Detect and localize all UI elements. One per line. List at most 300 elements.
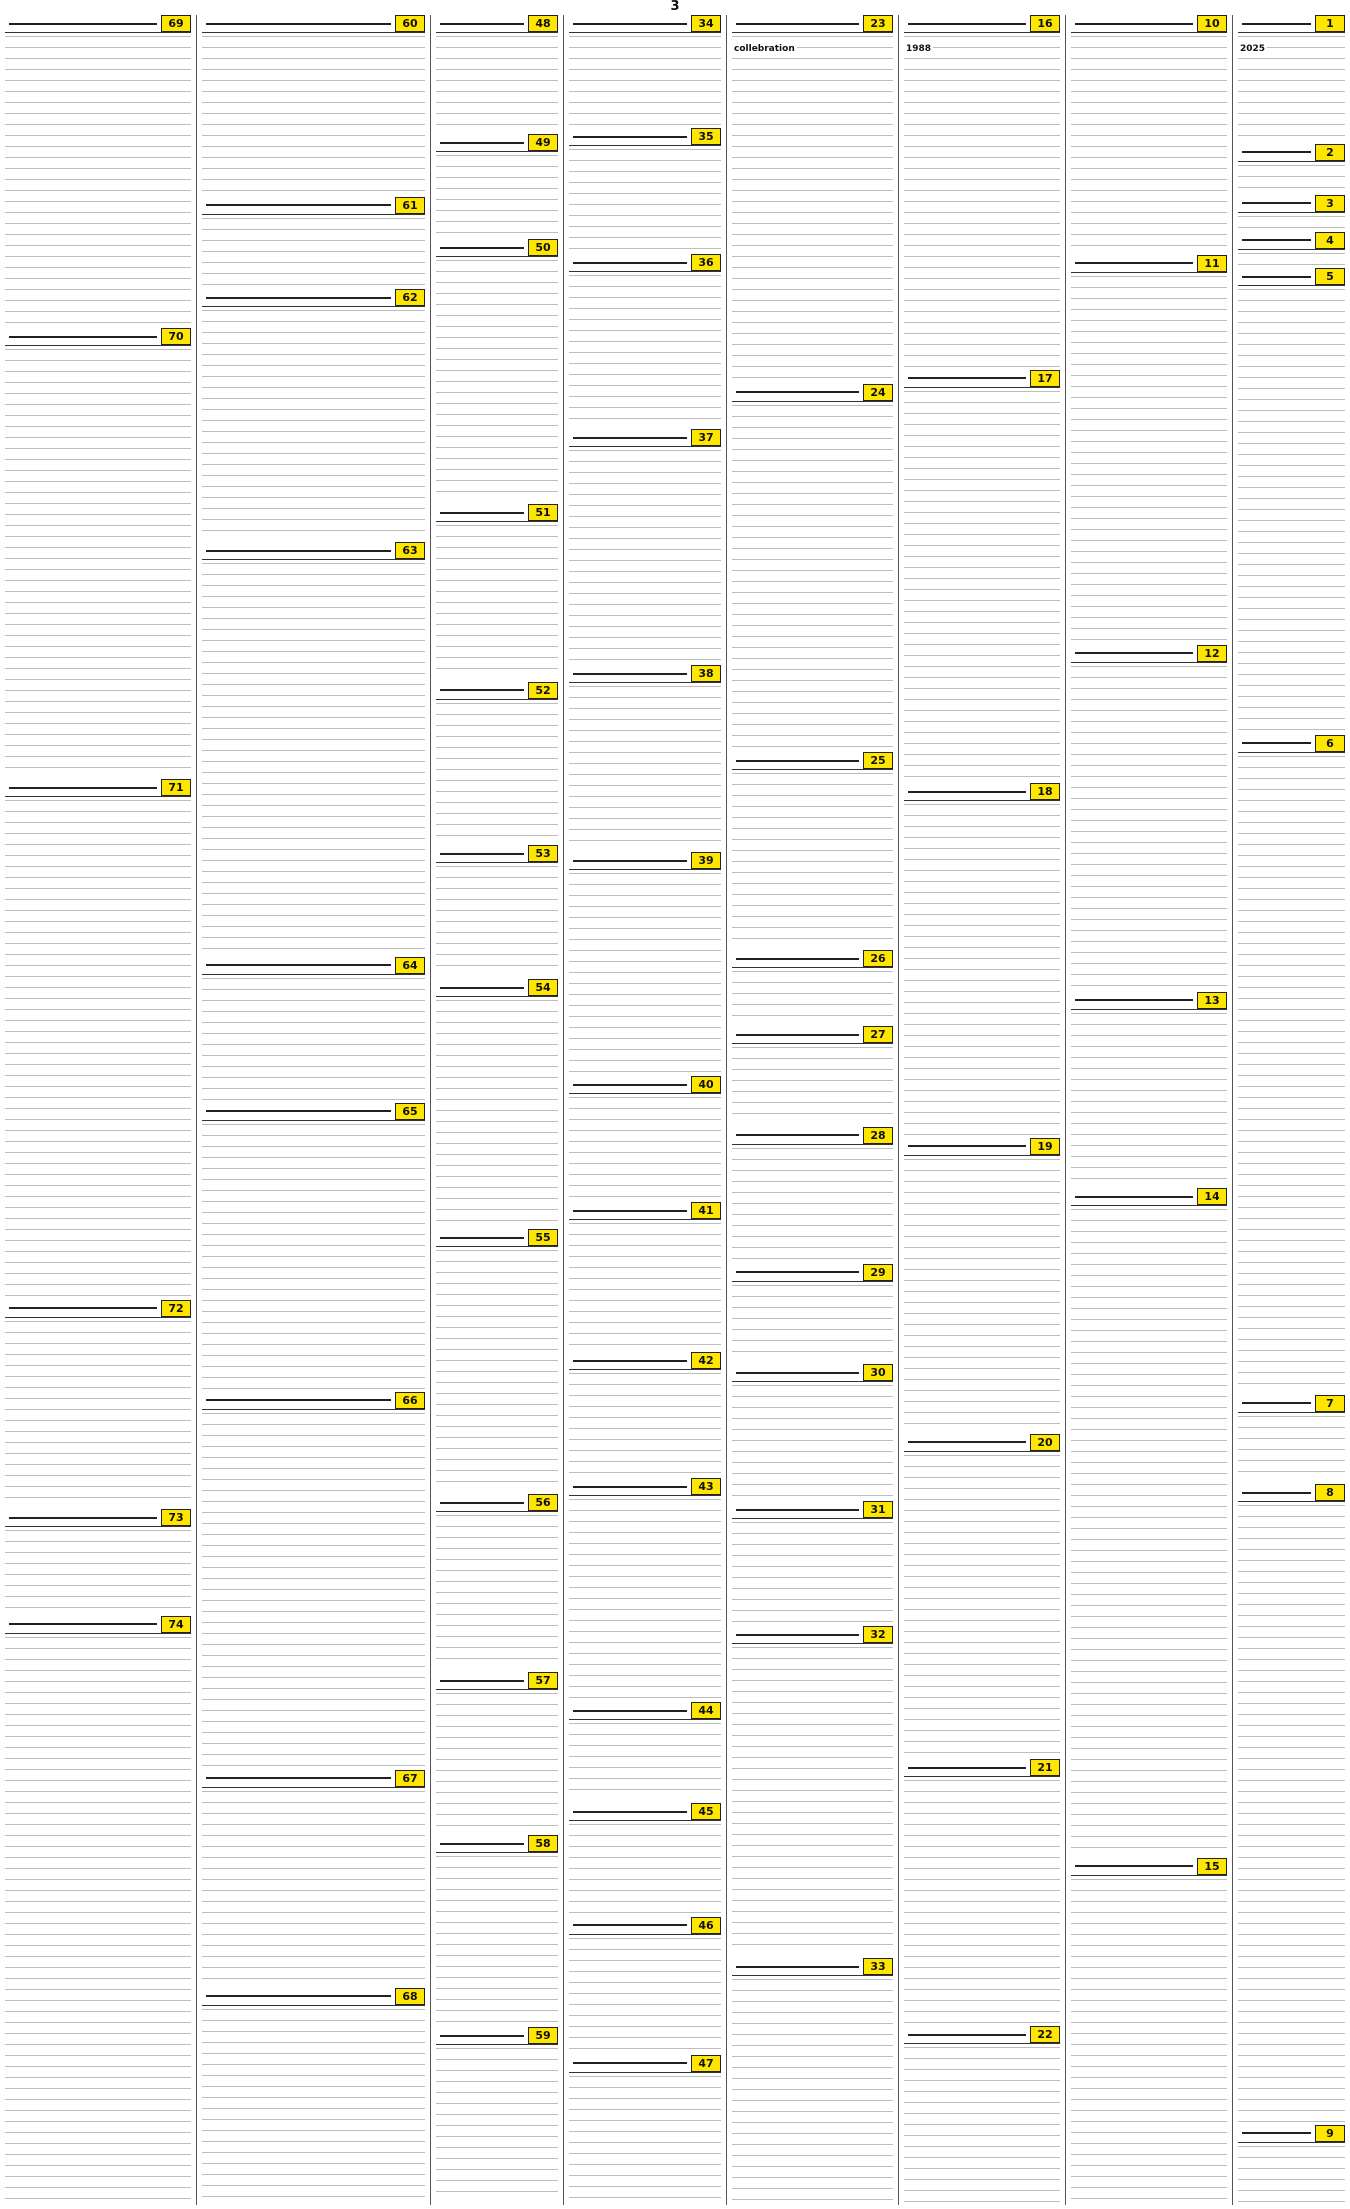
news-item-header bbox=[436, 845, 558, 863]
news-item bbox=[569, 1803, 721, 1916]
item-number-badge: 30 bbox=[863, 1364, 893, 1381]
news-item-text-lines bbox=[904, 36, 1060, 367]
news-item-header bbox=[436, 979, 558, 997]
news-item-header bbox=[1071, 645, 1227, 663]
news-item-text-lines bbox=[569, 686, 721, 849]
news-item bbox=[1238, 268, 1345, 735]
item-number-badge: 52 bbox=[528, 682, 558, 699]
news-item-header bbox=[436, 134, 558, 152]
news-item bbox=[1071, 992, 1227, 1189]
item-number-badge: 57 bbox=[528, 1672, 558, 1689]
header-rule bbox=[9, 1623, 157, 1625]
news-item bbox=[569, 254, 721, 429]
news-item-header bbox=[202, 1103, 425, 1121]
header-rule bbox=[573, 1811, 687, 1813]
news-item-text-lines bbox=[904, 804, 1060, 1135]
item-number-badge: 62 bbox=[395, 289, 425, 306]
news-item bbox=[436, 504, 558, 682]
header-rule bbox=[1242, 1402, 1311, 1404]
news-item-header bbox=[732, 1264, 893, 1282]
item-number-badge: 29 bbox=[863, 1264, 893, 1281]
news-item bbox=[1238, 232, 1345, 269]
legible-text-fragment: 2025 bbox=[1240, 44, 1266, 54]
news-item-text-lines bbox=[5, 1530, 191, 1612]
item-number-badge: 34 bbox=[691, 15, 721, 32]
header-rule bbox=[573, 1924, 687, 1926]
news-item-text-lines bbox=[5, 1637, 191, 2202]
news-item-header bbox=[732, 1127, 893, 1145]
news-item bbox=[436, 2027, 558, 2205]
news-item-header bbox=[436, 682, 558, 700]
header-rule bbox=[736, 1271, 859, 1273]
news-item-text-lines bbox=[436, 1250, 558, 1491]
news-item-header bbox=[202, 197, 425, 215]
news-item bbox=[569, 429, 721, 665]
news-item-header bbox=[732, 1501, 893, 1519]
news-item-header bbox=[569, 665, 721, 683]
news-item-text-lines bbox=[202, 1124, 425, 1389]
news-item-header bbox=[1071, 1188, 1227, 1206]
header-rule bbox=[440, 2035, 524, 2037]
header-rule bbox=[440, 247, 524, 249]
item-number-badge: 72 bbox=[161, 1300, 191, 1317]
news-item bbox=[436, 1835, 558, 2027]
news-item bbox=[904, 1434, 1060, 1759]
item-number-badge: 58 bbox=[528, 1835, 558, 1852]
news-item-text-lines bbox=[569, 275, 721, 426]
news-item bbox=[202, 197, 425, 289]
news-item bbox=[732, 1501, 893, 1626]
news-item-text-lines bbox=[904, 391, 1060, 780]
item-number-badge: 69 bbox=[161, 15, 191, 32]
item-number-badge: 65 bbox=[395, 1103, 425, 1120]
news-item-header bbox=[1238, 232, 1345, 250]
news-item-text-lines bbox=[732, 1979, 893, 2202]
item-number-badge: 17 bbox=[1030, 370, 1060, 387]
item-number-badge: 22 bbox=[1030, 2026, 1060, 2043]
news-item bbox=[569, 852, 721, 1076]
news-item-text-lines bbox=[436, 260, 558, 501]
header-rule bbox=[9, 787, 157, 789]
news-item-header bbox=[436, 239, 558, 257]
news-item-text-lines bbox=[5, 1321, 191, 1507]
news-item-header bbox=[904, 1434, 1060, 1452]
header-rule bbox=[1242, 151, 1311, 153]
news-item-text-lines bbox=[1238, 165, 1345, 192]
header-rule bbox=[573, 1486, 687, 1488]
header-rule bbox=[206, 1399, 391, 1401]
news-item-text-lines bbox=[569, 1824, 721, 1913]
news-item-header bbox=[1071, 992, 1227, 1010]
news-item-header bbox=[1238, 2125, 1345, 2143]
news-item-header bbox=[732, 384, 893, 402]
news-item bbox=[732, 1264, 893, 1364]
header-rule bbox=[1075, 262, 1193, 264]
news-item bbox=[5, 1509, 191, 1615]
news-item-text-lines bbox=[569, 873, 721, 1073]
header-rule bbox=[206, 204, 391, 206]
header-rule bbox=[908, 1441, 1026, 1443]
news-item-header bbox=[5, 1300, 191, 1318]
header-rule bbox=[206, 297, 391, 299]
item-number-badge: 13 bbox=[1197, 992, 1227, 1009]
news-item-header bbox=[1238, 1395, 1345, 1413]
news-item-text-lines bbox=[569, 2076, 721, 2202]
header-rule bbox=[736, 23, 859, 25]
news-item-header bbox=[569, 15, 721, 33]
news-item bbox=[5, 15, 191, 328]
news-item-text-lines bbox=[732, 773, 893, 947]
news-item bbox=[436, 239, 558, 504]
news-item-text-lines bbox=[436, 866, 558, 976]
item-number-badge: 71 bbox=[161, 779, 191, 796]
news-item-text-lines bbox=[436, 1000, 558, 1226]
news-item bbox=[569, 1478, 721, 1702]
news-item bbox=[732, 1364, 893, 1501]
news-item-text-lines bbox=[202, 1413, 425, 1767]
news-item-header bbox=[904, 370, 1060, 388]
news-item bbox=[1238, 15, 1345, 144]
header-rule bbox=[206, 550, 391, 552]
news-item-header bbox=[202, 1770, 425, 1788]
news-item-text-lines bbox=[1071, 666, 1227, 989]
news-item-header bbox=[569, 1803, 721, 1821]
header-rule bbox=[908, 791, 1026, 793]
header-rule bbox=[736, 1134, 859, 1136]
news-item-header bbox=[436, 2027, 558, 2045]
news-item bbox=[202, 1103, 425, 1392]
header-rule bbox=[440, 512, 524, 514]
news-item-header bbox=[436, 15, 558, 33]
item-number-badge: 40 bbox=[691, 1076, 721, 1093]
news-item bbox=[904, 783, 1060, 1138]
item-number-badge: 15 bbox=[1197, 1858, 1227, 1875]
news-item-header bbox=[436, 504, 558, 522]
news-item-text-lines bbox=[202, 218, 425, 286]
news-item bbox=[202, 542, 425, 956]
item-number-badge: 51 bbox=[528, 504, 558, 521]
news-item-text-lines bbox=[732, 1285, 893, 1361]
header-rule bbox=[9, 336, 157, 338]
header-rule bbox=[573, 437, 687, 439]
news-item bbox=[202, 1770, 425, 1988]
header-rule bbox=[440, 987, 524, 989]
header-rule bbox=[1242, 276, 1311, 278]
news-item-header bbox=[569, 128, 721, 146]
header-rule bbox=[908, 377, 1026, 379]
item-number-badge: 59 bbox=[528, 2027, 558, 2044]
news-item bbox=[436, 134, 558, 239]
header-rule bbox=[573, 673, 687, 675]
item-number-badge: 50 bbox=[528, 239, 558, 256]
news-item-header bbox=[732, 1026, 893, 1044]
news-item bbox=[569, 1352, 721, 1478]
page-number: 3 bbox=[670, 0, 680, 14]
item-number-badge: 12 bbox=[1197, 645, 1227, 662]
item-number-badge: 23 bbox=[863, 15, 893, 32]
header-rule bbox=[9, 1307, 157, 1309]
news-item-header bbox=[732, 752, 893, 770]
header-rule bbox=[1242, 23, 1311, 25]
item-number-badge: 45 bbox=[691, 1803, 721, 1820]
news-item-text-lines bbox=[1238, 2146, 1345, 2202]
item-number-badge: 74 bbox=[161, 1616, 191, 1633]
news-item-header bbox=[904, 15, 1060, 33]
header-rule bbox=[206, 23, 391, 25]
news-item bbox=[732, 384, 893, 753]
news-item-text-lines bbox=[5, 800, 191, 1296]
news-item bbox=[904, 1138, 1060, 1434]
news-column bbox=[1232, 15, 1350, 2205]
item-number-badge: 39 bbox=[691, 852, 721, 869]
news-item-text-lines bbox=[5, 36, 191, 325]
item-number-badge: 44 bbox=[691, 1702, 721, 1719]
news-item-text-lines bbox=[202, 36, 425, 194]
news-item-text-lines bbox=[904, 1780, 1060, 2023]
news-item bbox=[1238, 195, 1345, 232]
news-item bbox=[5, 328, 191, 779]
item-number-badge: 42 bbox=[691, 1352, 721, 1369]
news-item bbox=[1071, 1188, 1227, 1858]
news-item-header bbox=[202, 15, 425, 33]
news-item bbox=[202, 289, 425, 542]
header-rule bbox=[736, 391, 859, 393]
news-item-text-lines bbox=[569, 450, 721, 662]
item-number-badge: 70 bbox=[161, 328, 191, 345]
item-number-badge: 54 bbox=[528, 979, 558, 996]
news-item-header bbox=[569, 1478, 721, 1496]
header-rule bbox=[1242, 202, 1311, 204]
news-item-text-lines bbox=[202, 310, 425, 539]
news-item-header bbox=[5, 779, 191, 797]
item-number-badge: 66 bbox=[395, 1392, 425, 1409]
news-item-text-lines bbox=[732, 36, 893, 381]
header-rule bbox=[573, 1360, 687, 1362]
header-rule bbox=[440, 1843, 524, 1845]
header-rule bbox=[1242, 1492, 1311, 1494]
news-item bbox=[569, 1702, 721, 1803]
news-item-text-lines bbox=[436, 525, 558, 679]
news-item bbox=[732, 15, 893, 384]
news-item bbox=[569, 128, 721, 254]
news-item-text-lines bbox=[732, 405, 893, 750]
news-item bbox=[1238, 2125, 1345, 2205]
news-item-header bbox=[5, 15, 191, 33]
news-item-header bbox=[436, 1672, 558, 1690]
news-item-header bbox=[5, 1509, 191, 1527]
news-item bbox=[1071, 1858, 1227, 2205]
item-number-badge: 68 bbox=[395, 1988, 425, 2005]
news-column bbox=[196, 15, 430, 2205]
item-number-badge: 36 bbox=[691, 254, 721, 271]
item-number-badge: 9 bbox=[1315, 2125, 1345, 2142]
news-item bbox=[904, 1759, 1060, 2026]
news-item bbox=[1238, 735, 1345, 1395]
news-item bbox=[436, 845, 558, 979]
header-rule bbox=[440, 23, 524, 25]
header-rule bbox=[573, 2062, 687, 2064]
news-item-header bbox=[1238, 144, 1345, 162]
news-item-text-lines bbox=[1238, 216, 1345, 229]
news-item-text-lines bbox=[202, 1791, 425, 1985]
news-item-text-lines bbox=[732, 1647, 893, 1955]
news-item-text-lines bbox=[5, 349, 191, 776]
header-rule bbox=[1075, 1196, 1193, 1198]
news-column bbox=[1065, 15, 1232, 2205]
item-number-badge: 27 bbox=[863, 1026, 893, 1043]
news-item-header bbox=[436, 1494, 558, 1512]
header-rule bbox=[440, 142, 524, 144]
news-item-header bbox=[5, 1616, 191, 1634]
news-item bbox=[5, 1300, 191, 1510]
news-item-header bbox=[1238, 15, 1345, 33]
news-item-text-lines bbox=[1071, 36, 1227, 252]
news-item bbox=[569, 1202, 721, 1352]
header-rule bbox=[736, 1634, 859, 1636]
news-item-header bbox=[732, 15, 893, 33]
header-rule bbox=[908, 1767, 1026, 1769]
item-number-badge: 5 bbox=[1315, 268, 1345, 285]
news-item-header bbox=[202, 1392, 425, 1410]
news-item-text-lines bbox=[436, 2048, 558, 2202]
header-rule bbox=[573, 860, 687, 862]
news-item-text-lines bbox=[202, 2009, 425, 2203]
news-item-header bbox=[569, 429, 721, 447]
item-number-badge: 61 bbox=[395, 197, 425, 214]
item-number-badge: 20 bbox=[1030, 1434, 1060, 1451]
news-item bbox=[732, 950, 893, 1026]
item-number-badge: 33 bbox=[863, 1958, 893, 1975]
news-item-text-lines bbox=[904, 1159, 1060, 1431]
header-rule bbox=[1242, 742, 1311, 744]
header-rule bbox=[9, 23, 157, 25]
item-number-badge: 67 bbox=[395, 1770, 425, 1787]
item-number-badge: 6 bbox=[1315, 735, 1345, 752]
news-item-text-lines bbox=[569, 36, 721, 125]
header-rule bbox=[440, 1237, 524, 1239]
news-item bbox=[1238, 1484, 1345, 2124]
news-item-header bbox=[569, 254, 721, 272]
news-item-header bbox=[569, 1352, 721, 1370]
news-item-text-lines bbox=[1238, 1505, 1345, 2121]
header-rule bbox=[440, 1680, 524, 1682]
header-rule bbox=[908, 2034, 1026, 2036]
news-item bbox=[732, 1958, 893, 2205]
news-item-header bbox=[904, 1759, 1060, 1777]
header-rule bbox=[1075, 999, 1193, 1001]
item-number-badge: 38 bbox=[691, 665, 721, 682]
news-item bbox=[1238, 144, 1345, 195]
item-number-badge: 49 bbox=[528, 134, 558, 151]
news-item bbox=[1071, 15, 1227, 255]
news-item-text-lines bbox=[1238, 289, 1345, 732]
news-item-header bbox=[202, 957, 425, 975]
item-number-badge: 37 bbox=[691, 429, 721, 446]
header-rule bbox=[206, 1110, 391, 1112]
news-item-text-lines bbox=[202, 978, 425, 1100]
item-number-badge: 19 bbox=[1030, 1138, 1060, 1155]
news-item-text-lines bbox=[569, 1223, 721, 1349]
news-item-header bbox=[1238, 1484, 1345, 1502]
header-rule bbox=[1242, 239, 1311, 241]
news-item-header bbox=[202, 542, 425, 560]
news-item-text-lines bbox=[1238, 756, 1345, 1392]
header-rule bbox=[1242, 2132, 1311, 2134]
news-item bbox=[569, 15, 721, 128]
news-item bbox=[1071, 645, 1227, 992]
news-item-header bbox=[1238, 268, 1345, 286]
news-item-header bbox=[5, 328, 191, 346]
news-item-text-lines bbox=[569, 149, 721, 251]
news-item bbox=[732, 1026, 893, 1126]
news-item-text-lines bbox=[1071, 276, 1227, 642]
news-item-header bbox=[1071, 255, 1227, 273]
news-item-text-lines bbox=[436, 1515, 558, 1669]
item-number-badge: 8 bbox=[1315, 1484, 1345, 1501]
item-number-badge: 31 bbox=[863, 1501, 893, 1518]
item-number-badge: 64 bbox=[395, 957, 425, 974]
news-item-text-lines bbox=[1071, 1879, 1227, 2202]
news-item-text-lines bbox=[569, 1097, 721, 1199]
header-rule bbox=[9, 1517, 157, 1519]
item-number-badge: 56 bbox=[528, 1494, 558, 1511]
news-item-text-lines bbox=[436, 1856, 558, 2024]
header-rule bbox=[908, 1145, 1026, 1147]
news-column bbox=[563, 15, 726, 2205]
item-number-badge: 11 bbox=[1197, 255, 1227, 272]
item-number-badge: 73 bbox=[161, 1509, 191, 1526]
news-item-text-lines bbox=[1071, 1209, 1227, 1855]
news-item bbox=[202, 957, 425, 1103]
item-number-badge: 25 bbox=[863, 752, 893, 769]
news-item-header bbox=[436, 1835, 558, 1853]
news-item-header bbox=[202, 289, 425, 307]
header-rule bbox=[1075, 23, 1193, 25]
item-number-badge: 55 bbox=[528, 1229, 558, 1246]
news-item bbox=[436, 1494, 558, 1672]
news-item-text-lines bbox=[1238, 36, 1345, 141]
news-item-header bbox=[732, 1958, 893, 1976]
news-item-header bbox=[1071, 15, 1227, 33]
header-rule bbox=[206, 1995, 391, 1997]
item-number-badge: 46 bbox=[691, 1917, 721, 1934]
news-item-header bbox=[569, 1917, 721, 1935]
header-rule bbox=[440, 689, 524, 691]
news-item-text-lines bbox=[732, 1522, 893, 1623]
header-rule bbox=[573, 136, 687, 138]
news-item-text-lines bbox=[732, 1047, 893, 1123]
legible-text-fragment: 1988 bbox=[906, 44, 932, 54]
news-item-text-lines bbox=[569, 1499, 721, 1699]
news-item-text-lines bbox=[904, 2047, 1060, 2202]
header-rule bbox=[736, 1966, 859, 1968]
item-number-badge: 41 bbox=[691, 1202, 721, 1219]
news-item-text-lines bbox=[569, 1373, 721, 1475]
item-number-badge: 47 bbox=[691, 2055, 721, 2072]
header-rule bbox=[736, 958, 859, 960]
news-item bbox=[436, 682, 558, 845]
news-item bbox=[904, 2026, 1060, 2205]
header-rule bbox=[573, 1210, 687, 1212]
item-number-badge: 28 bbox=[863, 1127, 893, 1144]
header-rule bbox=[573, 1084, 687, 1086]
news-item-header bbox=[732, 1626, 893, 1644]
news-column bbox=[430, 15, 563, 2205]
news-item-header bbox=[732, 950, 893, 968]
news-item bbox=[904, 15, 1060, 370]
news-item bbox=[436, 979, 558, 1229]
item-number-badge: 43 bbox=[691, 1478, 721, 1495]
